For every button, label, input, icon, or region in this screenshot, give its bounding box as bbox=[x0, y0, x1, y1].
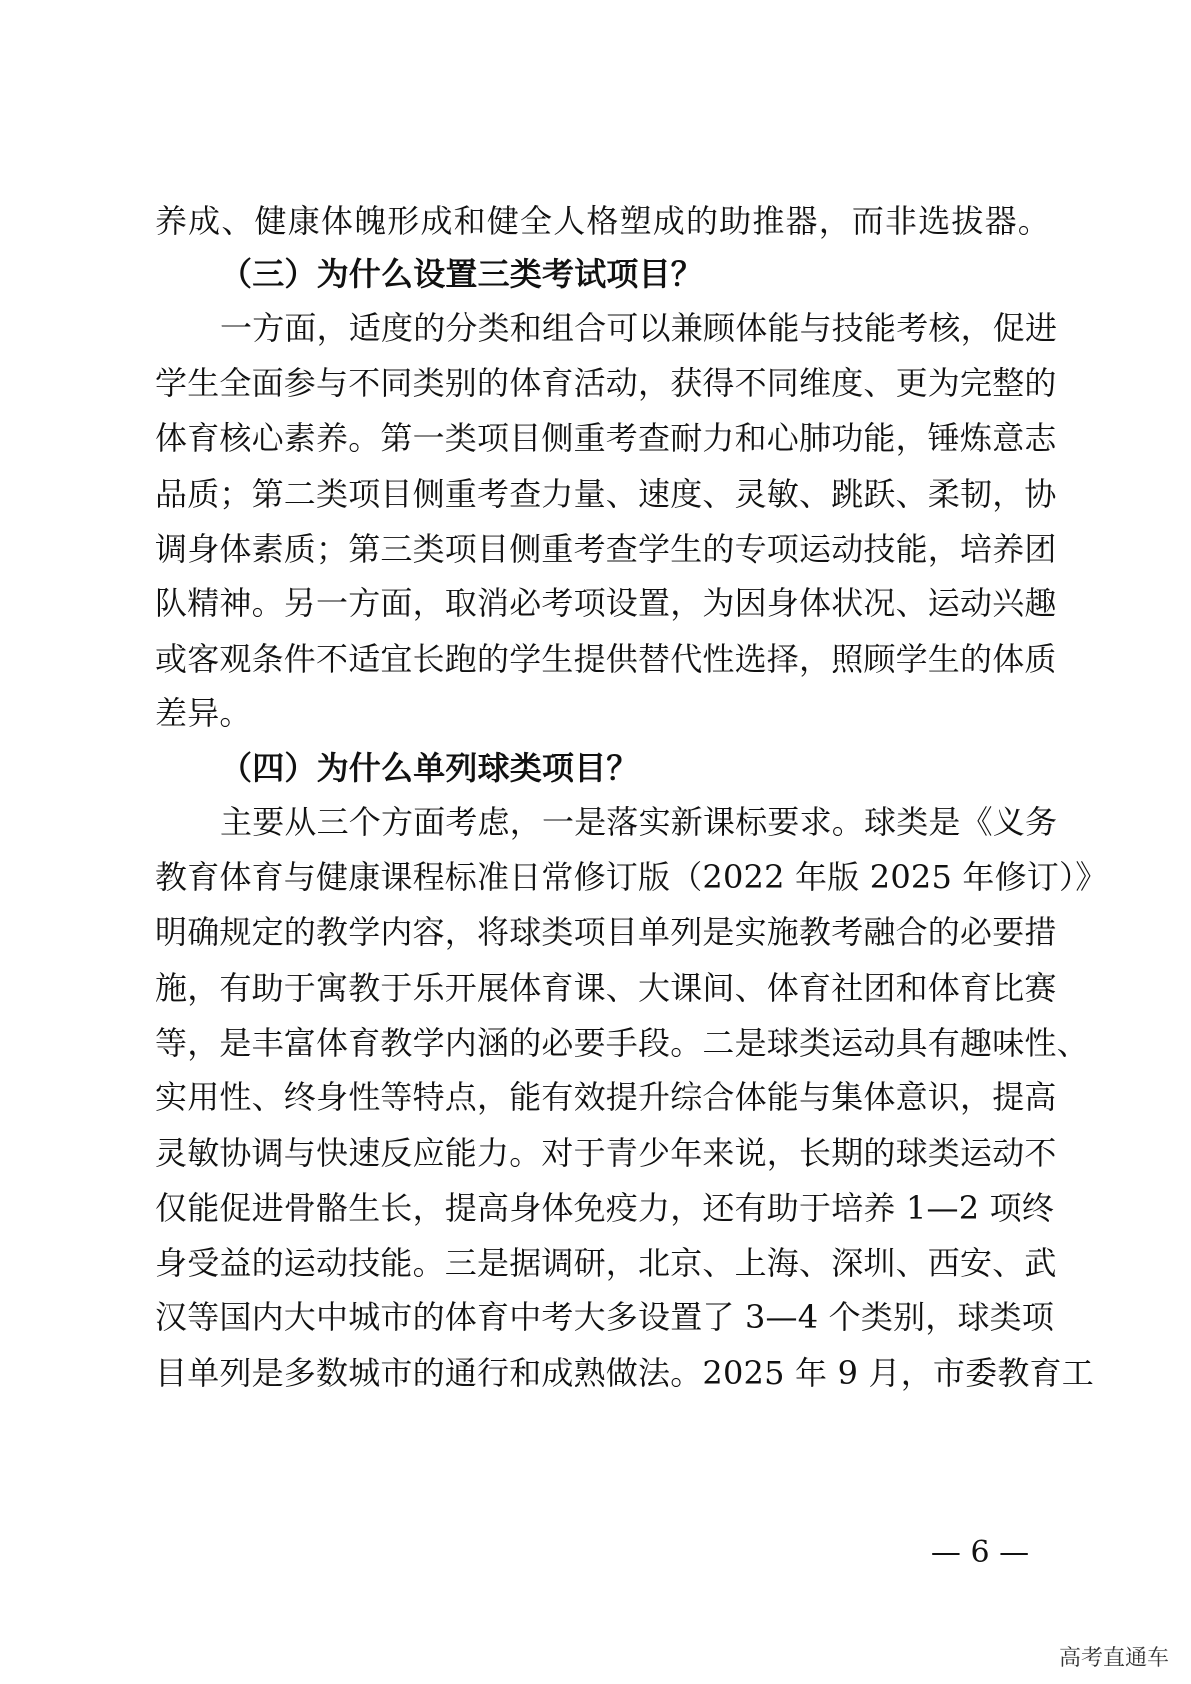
paragraph-line: 调身体素质；第三类项目侧重考查学生的专项运动技能，培养团 bbox=[155, 530, 1057, 568]
paragraph-line: 身受益的运动技能。三是据调研，北京、上海、深圳、西安、武 bbox=[155, 1244, 1057, 1282]
paragraph-line: 一方面，适度的分类和组合可以兼顾体能与技能考核，促进 bbox=[220, 309, 1058, 347]
paragraph-line: 灵敏协调与快速反应能力。对于青少年来说，长期的球类运动不 bbox=[155, 1134, 1057, 1172]
paragraph-line: 汉等国内大中城市的体育中考大多设置了 3—4 个类别，球类项 bbox=[155, 1298, 1055, 1336]
paragraph-line: 学生全面参与不同类别的体育活动，获得不同维度、更为完整的 bbox=[155, 364, 1057, 402]
paragraph-line: 差异。 bbox=[155, 694, 252, 732]
paragraph-line: 目单列是多数城市的通行和成熟做法。2025 年 9 月，市委教育工 bbox=[155, 1354, 1094, 1392]
section-heading-4: （四）为什么单列球类项目？ bbox=[220, 749, 639, 787]
paragraph-line: 施，有助于寓教于乐开展体育课、大课间、体育社团和体育比赛 bbox=[155, 969, 1057, 1007]
paragraph-line: 养成、健康体魄形成和健全人格塑成的助推器，而非选拔器。 bbox=[155, 202, 1050, 240]
paragraph-line: 品质；第二类项目侧重考查力量、速度、灵敏、跳跃、柔韧，协 bbox=[155, 475, 1057, 513]
paragraph-line: 等，是丰富体育教学内涵的必要手段。二是球类运动具有趣味性、 bbox=[155, 1024, 1089, 1062]
paragraph-line: 主要从三个方面考虑，一是落实新课标要求。球类是《义务 bbox=[220, 803, 1058, 841]
paragraph-line: 队精神。另一方面，取消必考项设置，为因身体状况、运动兴趣 bbox=[155, 584, 1057, 622]
paragraph-line: 明确规定的教学内容，将球类项目单列是实施教考融合的必要措 bbox=[155, 913, 1057, 951]
paragraph-line: 实用性、终身性等特点，能有效提升综合体能与集体意识，提高 bbox=[155, 1078, 1057, 1116]
paragraph-line: 教育体育与健康课程标准日常修订版（2022 年版 2025 年修订）》 bbox=[155, 858, 1108, 896]
page-number: — 6 — bbox=[930, 1535, 1030, 1570]
section-heading-3: （三）为什么设置三类考试项目？ bbox=[220, 255, 704, 293]
watermark-text: 高考直通车 bbox=[1058, 1646, 1169, 1671]
paragraph-line: 仅能促进骨骼生长，提高身体免疫力，还有助于培养 1—2 项终 bbox=[155, 1189, 1055, 1227]
paragraph-line: 体育核心素养。第一类项目侧重考查耐力和心肺功能，锤炼意志 bbox=[155, 419, 1057, 457]
paragraph-line: 或客观条件不适宜长跑的学生提供替代性选择，照顾学生的体质 bbox=[155, 640, 1057, 678]
